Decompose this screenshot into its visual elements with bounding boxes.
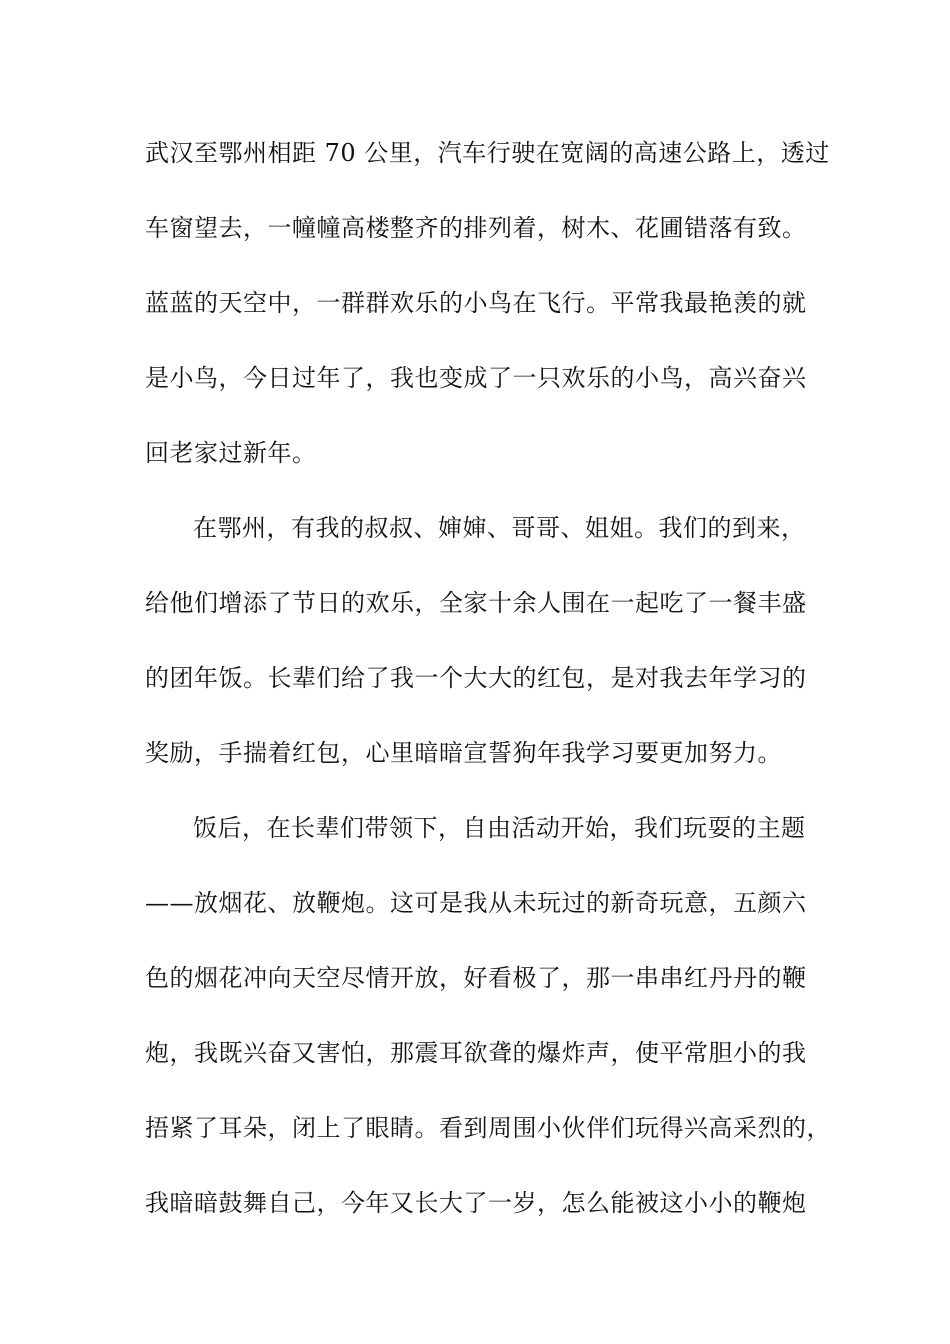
text-line: 色的烟花冲向天空尽情开放，好看极了，那一串串红丹丹的鞭 [145,964,807,992]
text-line: 蓝蓝的天空中，一群群欢乐的小鸟在飞行。平常我最艳羡的就 [145,289,807,317]
text-line: 我暗暗鼓舞自己，今年又长大了一岁，怎么能被这小小的鞭炮 [145,1189,807,1217]
text-line: ——放烟花、放鞭炮。这可是我从未玩过的新奇玩意，五颜六 [145,889,807,917]
document-body [145,125,831,1250]
text-line: 回老家过新年。 [145,439,317,467]
text-line: 捂紧了耳朵，闭上了眼睛。看到周围小伙伴们玩得兴高采烈的， [145,1114,831,1142]
text-line: 炮，我既兴奋又害怕，那震耳欲聋的爆炸声，使平常胆小的我 [145,1039,807,1067]
text-line: 饭后，在长辈们带领下，自由活动开始，我们玩耍的主题 [193,814,806,842]
text-line: 武汉至鄂州相距 70 公里，汽车行驶在宽阔的高速公路上，透过 [145,139,830,167]
text-line: 奖励，手揣着红包，心里暗暗宣誓狗年我学习要更加努力。 [145,739,782,767]
text-line: 车窗望去，一幢幢高楼整齐的排列着，树木、花圃错落有致。 [145,214,807,242]
text-line: 在鄂州，有我的叔叔、婶婶、哥哥、姐姐。我们的到来， [193,514,806,542]
text-line: 是小鸟，今日过年了，我也变成了一只欢乐的小鸟，高兴奋兴 [145,364,807,392]
text-line: 给他们增添了节日的欢乐，全家十余人围在一起吃了一餐丰盛 [145,589,807,617]
text-line: 的团年饭。长辈们给了我一个大大的红包，是对我去年学习的 [145,664,807,692]
